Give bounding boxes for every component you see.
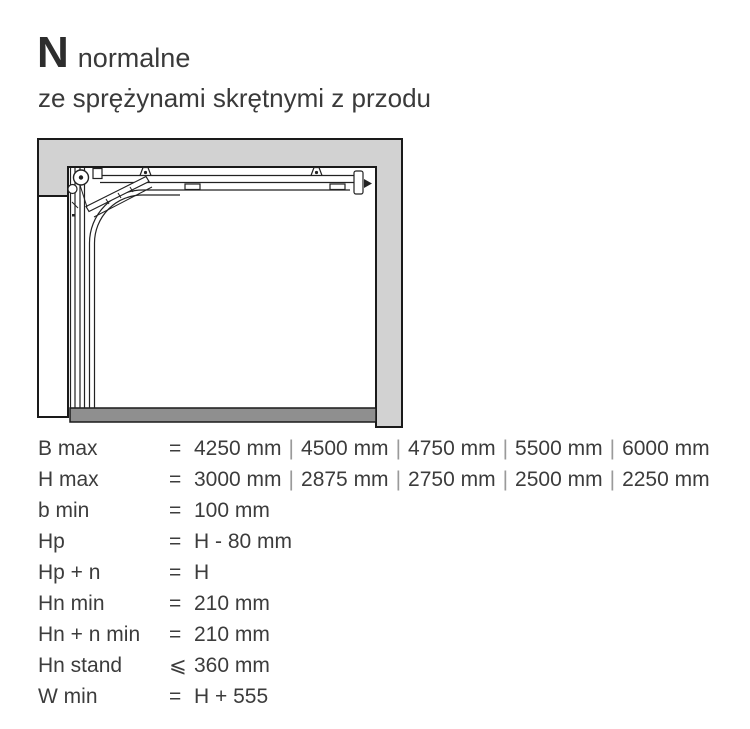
spec-operator: = <box>169 684 182 708</box>
spec-value: 2875 mm <box>301 467 389 491</box>
spec-row <box>38 588 738 619</box>
spec-values <box>194 468 738 492</box>
track-end-arrow <box>364 179 372 188</box>
spec-row <box>38 464 738 495</box>
spec-values <box>194 499 738 523</box>
spec-row <box>38 681 738 712</box>
spec-values <box>194 623 738 647</box>
spec-label: H max <box>38 467 99 491</box>
spec-row <box>38 433 738 464</box>
spec-values <box>194 654 738 678</box>
spec-label: Hp <box>38 529 65 553</box>
value-separator: | <box>395 436 402 460</box>
spec-operator: = <box>169 622 182 646</box>
spec-row <box>38 650 738 681</box>
value-separator: | <box>288 436 295 460</box>
cross-section-drawing <box>37 137 404 430</box>
spec-value: 5500 mm <box>515 436 603 460</box>
spec-row <box>38 526 738 557</box>
spec-value: 4250 mm <box>194 436 282 460</box>
spec-value: 210 mm <box>194 591 270 615</box>
spec-row <box>38 495 738 526</box>
spec-values <box>194 437 738 461</box>
value-separator: | <box>502 467 509 491</box>
type-letter: N <box>37 28 69 77</box>
spec-label: Hp + n <box>38 560 101 584</box>
value-separator: | <box>609 436 616 460</box>
spec-row <box>38 619 738 650</box>
floor <box>70 408 376 422</box>
spec-label: Hn min <box>38 591 105 615</box>
left-wall <box>38 196 68 417</box>
spec-value: 210 mm <box>194 622 270 646</box>
value-separator: | <box>395 467 402 491</box>
door-panel-lines <box>71 168 85 408</box>
spec-operator: = <box>169 436 182 460</box>
value-separator: | <box>502 436 509 460</box>
value-separator: | <box>288 467 295 491</box>
page-title <box>37 28 191 77</box>
spec-value: H + 555 <box>194 684 269 708</box>
spec-operator: = <box>169 529 182 553</box>
spec-values <box>194 530 738 554</box>
spec-value: 360 mm <box>194 653 270 677</box>
spec-value: H - 80 mm <box>194 529 293 553</box>
spec-value: 2500 mm <box>515 467 603 491</box>
spec-value: 2250 mm <box>622 467 710 491</box>
spec-operator: = <box>169 560 182 584</box>
spec-label: B max <box>38 436 98 460</box>
spec-label: Hn + n min <box>38 622 141 646</box>
spec-label: b min <box>38 498 90 522</box>
spec-operator: = <box>169 591 182 615</box>
spec-value: 6000 mm <box>622 436 710 460</box>
dimension-table <box>38 433 738 712</box>
spec-row <box>38 557 738 588</box>
value-separator: | <box>609 467 616 491</box>
ceiling-bracket <box>140 168 151 176</box>
spec-value: 100 mm <box>194 498 270 522</box>
spec-values <box>194 685 738 709</box>
door-cross-section-diagram <box>37 137 404 430</box>
spec-operator: ⩽ <box>169 654 187 677</box>
spec-value: H <box>194 560 210 584</box>
vertical-track <box>90 243 95 408</box>
spec-operator: = <box>169 467 182 491</box>
spec-values <box>194 592 738 616</box>
spec-label: W min <box>38 684 98 708</box>
spec-value: 3000 mm <box>194 467 282 491</box>
spec-value: 2750 mm <box>408 467 496 491</box>
spec-values <box>194 561 738 585</box>
page-subtitle: ze sprężynami skrętnymi z przodu <box>38 83 432 113</box>
spec-label: Hn stand <box>38 653 123 677</box>
type-name: normalne <box>77 43 191 73</box>
ceiling-bracket <box>311 168 322 176</box>
spec-value: 4500 mm <box>301 436 389 460</box>
spec-value: 4750 mm <box>408 436 496 460</box>
spec-operator: = <box>169 498 182 522</box>
